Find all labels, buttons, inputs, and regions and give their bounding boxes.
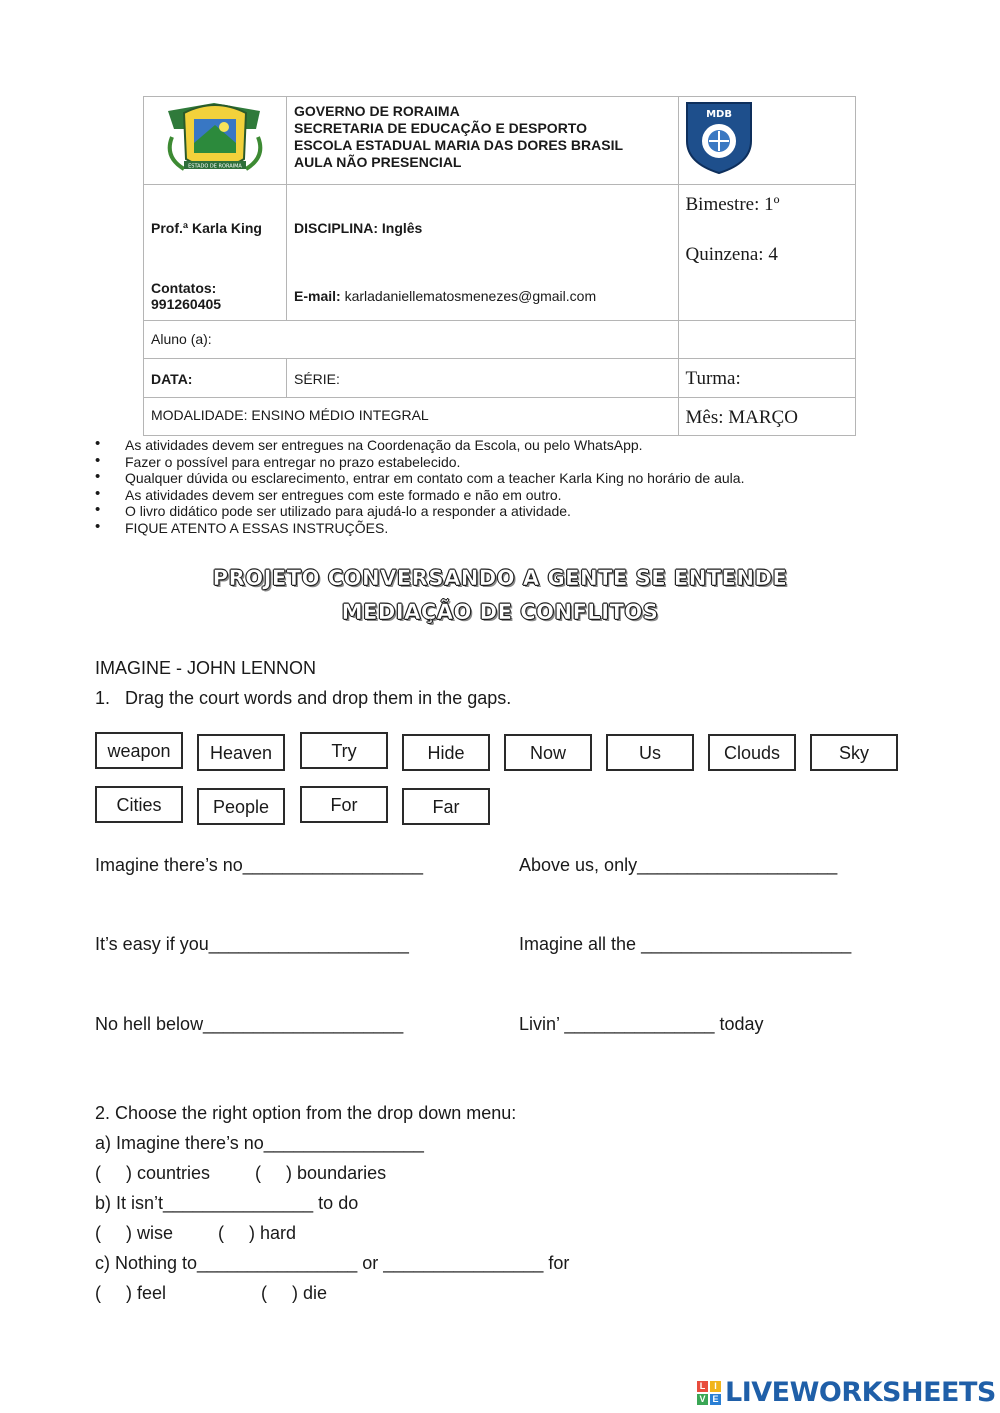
left-logo-cell	[144, 97, 287, 185]
period-cell	[678, 185, 856, 321]
word-label: Far	[432, 797, 460, 817]
liveworksheets-brand[interactable]	[697, 1377, 997, 1409]
instruction-item: • FIQUE ATENTO A ESSAS INSTRUÇÕES.	[95, 520, 855, 537]
gap-line-2[interactable]: Above us, only____________________	[519, 855, 838, 875]
email-value: karladaniellematosmenezes@gmail.com	[344, 288, 597, 304]
logo-letter: E	[710, 1394, 721, 1405]
instruction-item: • O livro didático pode ser utilizado para ajudá-lo a responder a atividade.	[95, 503, 855, 520]
right-logo-cell	[678, 97, 856, 185]
word-box-try[interactable]	[300, 732, 388, 769]
song-title: IMAGINE - JOHN LENNON	[95, 658, 317, 678]
word-box-heaven[interactable]	[197, 734, 285, 771]
word-label: Now	[529, 743, 566, 763]
word-box-clouds[interactable]	[708, 734, 796, 771]
word-label: Heaven	[209, 743, 273, 763]
logo-right-caption: MDB	[705, 109, 732, 120]
word-box-sky[interactable]	[810, 734, 898, 771]
logo-letter: L	[697, 1381, 708, 1392]
liveworksheets-wordmark: LIVEWORKSHEETS	[725, 1377, 996, 1408]
word-box-people[interactable]	[197, 788, 285, 825]
q2-item-b[interactable]: b) It isn’t_______________ to do	[95, 1193, 359, 1213]
gap-line-6[interactable]: Livin’ _______________ today	[519, 1014, 764, 1034]
instruction-item: • As atividades devem ser entregues com este formado e não em outro.	[95, 487, 855, 504]
class-cell[interactable]	[678, 359, 856, 398]
word-box-cities[interactable]	[95, 786, 183, 823]
project-title	[0, 566, 1000, 590]
word-box-hide[interactable]	[402, 734, 490, 771]
word-label: weapon	[107, 741, 171, 761]
liveworksheets-logo-icon	[697, 1381, 721, 1405]
discipline-cell	[287, 185, 679, 321]
logo-letter: V	[697, 1394, 708, 1405]
gap-line-4[interactable]: Imagine all the _____________________	[519, 934, 852, 954]
q2-options-b[interactable]: ( ) wise ( ) hard	[95, 1223, 297, 1243]
date-cell[interactable]	[144, 359, 287, 398]
q2-options-a[interactable]: ( ) countries ( ) boundaries	[95, 1163, 387, 1183]
month-label: Mês: MARÇO	[685, 407, 798, 428]
word-box-for[interactable]	[300, 786, 388, 823]
instruction-item: • As atividades devem ser entregues na Coordenação da Escola, ou pelo WhatsApp.	[95, 437, 855, 454]
word-label: Us	[639, 743, 661, 763]
student-cell[interactable]	[144, 321, 679, 359]
institution-line-2: SECRETARIA DE EDUCAÇÃO E DESPORTO	[294, 120, 587, 136]
date-label: DATA:	[151, 371, 193, 387]
modality-cell	[144, 398, 679, 436]
q2-item-a[interactable]: a) Imagine there’s no________________	[95, 1133, 424, 1153]
q2-options-c[interactable]: ( ) feel ( ) die	[95, 1283, 328, 1303]
word-box-weapon[interactable]	[95, 732, 183, 769]
word-label: Cities	[116, 795, 162, 815]
gap-line-5[interactable]: No hell below____________________	[95, 1014, 404, 1034]
word-label: Clouds	[723, 743, 781, 763]
contacts-label: Contatos:	[151, 280, 217, 296]
word-label: Hide	[427, 743, 465, 763]
question-2-prompt: 2. Choose the right option from the drop down menu:	[95, 1103, 517, 1123]
project-title-line-2: MEDIAÇÃO DE CONFLITOS	[341, 600, 659, 624]
student-extra-cell	[678, 321, 856, 359]
logo-letter: I	[710, 1381, 721, 1392]
discipline-value: Inglês	[381, 220, 423, 236]
contacts-value: 991260405	[151, 296, 222, 312]
email-label: E-mail:	[294, 288, 341, 304]
instruction-item: • Qualquer dúvida ou esclarecimento, entrar em contato com a teacher Karla King no horário de aula.	[95, 470, 855, 487]
grade-label: SÉRIE:	[294, 371, 340, 387]
bimestre: Bimestre: 1º	[685, 194, 780, 215]
word-label: Try	[331, 741, 357, 761]
gap-line-3[interactable]: It’s easy if you____________________	[95, 934, 409, 954]
instruction-item: • Fazer o possível para entregar no prazo estabelecido.	[95, 454, 855, 471]
roraima-coat-of-arms-logo	[144, 97, 286, 184]
word-box-far[interactable]	[402, 788, 490, 825]
grade-cell[interactable]	[287, 359, 679, 398]
discipline-label: DISCIPLINA:	[294, 220, 378, 236]
gap-line-1[interactable]: Imagine there’s no__________________	[95, 855, 423, 875]
quinzena: Quinzena: 4	[685, 244, 778, 265]
institution-line-4: AULA NÃO PRESENCIAL	[294, 154, 462, 170]
school-mdb-logo	[679, 97, 759, 177]
project-subtitle	[0, 600, 1000, 624]
month-cell	[678, 398, 856, 436]
word-label: People	[212, 797, 270, 817]
institution-line-1: GOVERNO DE RORAIMA	[294, 103, 460, 119]
teacher-cell	[144, 185, 287, 321]
teacher-name: Prof.ª Karla King	[151, 220, 262, 236]
logo-left-caption: ESTADO DE RORAIMA	[188, 163, 242, 170]
instructions-list	[95, 437, 855, 536]
project-title-line-1: PROJETO CONVERSANDO A GENTE SE ENTENDE	[212, 566, 788, 590]
word-box-us[interactable]	[606, 734, 694, 771]
class-label: Turma:	[685, 368, 741, 389]
word-label: For	[330, 795, 358, 815]
student-label: Aluno (a):	[151, 331, 212, 347]
word-label: Sky	[838, 743, 869, 763]
modality-label: MODALIDADE: ENSINO MÉDIO INTEGRAL	[151, 407, 429, 423]
institution-cell	[287, 97, 679, 185]
institution-line-3: ESCOLA ESTADUAL MARIA DAS DORES BRASIL	[294, 137, 624, 153]
header-table	[143, 96, 856, 436]
question-1-prompt: 1. Drag the court words and drop them in the gaps.	[95, 688, 512, 708]
q2-item-c[interactable]: c) Nothing to________________ or ________________ for	[95, 1253, 570, 1273]
word-box-now[interactable]	[504, 734, 592, 771]
